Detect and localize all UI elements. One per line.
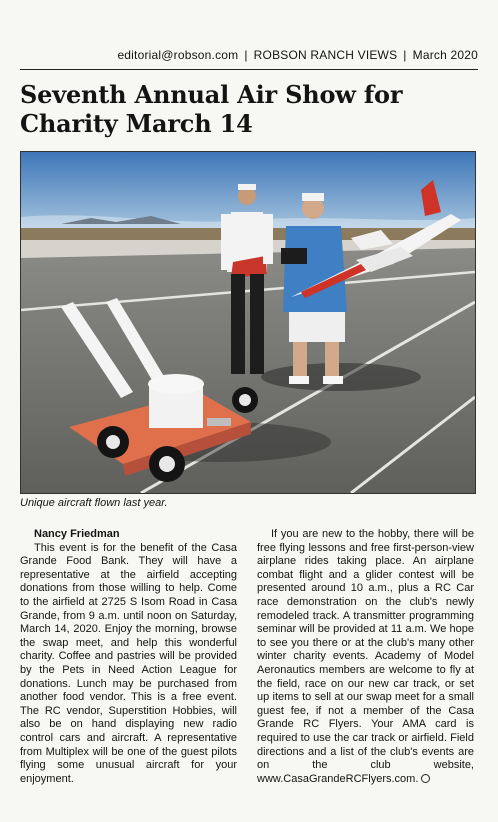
article-photo [20,151,476,494]
header-publication: ROBSON RANCH VIEWS [253,48,398,62]
header-email: editorial@robson.com [117,48,239,62]
header-separator: | [244,48,248,62]
article-paragraph-2-text: If you are new to the hobby, there will be free flying lessons and free first-person-view airplane rides taking place. An airplane combat flight and a glider contest will be presented around 10 a.m., plus a RC Car race demonstration on the club's newly remodeled track. A transmitter programming seminar will be provided at 11 a.m. We hope to see you there or at the club's many other winter charity events. Academy of Model Aeronautics members are welcome to fly at the field, race on our new car track, or set up items to sell at our swap meet for a small guest fee, if not a member of the Casa Grande RC Flyers. Your AMA card is required to use the car track or airfield. Field directions and a list of the club's events are on the club website, www.CasaGrandeRCFlyers.com. [257,528,474,785]
article-paragraph-1: This event is for the benefit of the Casa Grande Food Bank. They will have a representative at the airfield accepting donations from those willing to help. Come to the airfield at 2725 S Isom Road in Casa Grande, from 9 a.m. until noon on Saturday, March 14, 2020. Enjoy the morning, browse the swap meet, and help this wonderful charity. Coffee and pastries will be provided by the Pets in Need Action League for donations. Lunch may be purchased from another food vendor. This is a free event. The RC vendor, Superstition Hobbies, will also be on hand displaying new radio control cars and aircraft. A representative from Multiplex will be one of the guest pilots flying some unusual aircraft for your enjoyment. [20,541,237,785]
air-show-photo-illustration [21,152,475,493]
article-byline: Nancy Friedman [34,528,120,540]
header-date: March 2020 [412,48,478,62]
article-headline: Seventh Annual Air Show for Charity March 14 [20,80,403,138]
article-paragraph-2 [257,528,474,786]
photo-caption: Unique aircraft flown last year. [20,497,168,509]
header-separator: | [403,48,407,62]
page-header [20,48,478,70]
article-column-right [257,528,474,786]
end-mark-icon [421,774,430,783]
article-column-left [20,528,237,786]
